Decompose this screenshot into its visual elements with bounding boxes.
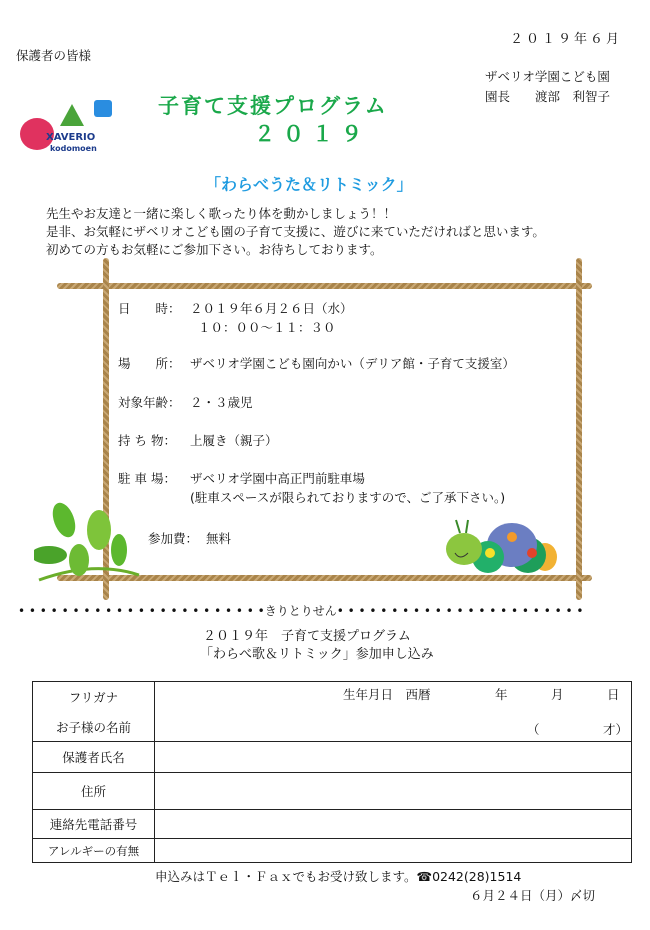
intro-line-3: 初めての方もお気軽にご参加下さい。お待ちしております。 — [46, 242, 383, 257]
page-title-year: ２０１９ — [254, 122, 370, 146]
address-label: 住所 — [33, 773, 155, 810]
phone-label: 連絡先電話番号 — [33, 810, 155, 839]
detail-fee-value: 無料 — [206, 531, 232, 546]
principal-name: 園長 渡部 利智子 — [485, 89, 611, 104]
issue-date: ２０１９年６月 — [509, 32, 622, 47]
age-open-paren: （ — [527, 722, 540, 737]
guardian-label: 保護者氏名 — [33, 742, 155, 773]
age-suffix: 才） — [603, 722, 629, 737]
detail-parking-value: ザベリオ学園中高正門前駐車場 — [190, 471, 365, 486]
org-name: ザベリオ学園こども園 — [485, 69, 610, 84]
logo-green-triangle — [60, 104, 84, 126]
page-title: 子育て支援プログラム — [158, 94, 388, 118]
phone-field[interactable] — [155, 810, 632, 839]
detail-age-label: 対象年齢： — [118, 395, 181, 410]
cut-line: • • • • • • • • • • • • • • • • • • • • • • •きりとりせん• • • • • • • • • • • • • • • • • • • • • • • — [18, 604, 584, 618]
detail-age-value: ２・３歳児 — [190, 395, 253, 410]
child-name-field[interactable] — [155, 682, 632, 742]
detail-items-label: 持 ち 物： — [118, 433, 176, 448]
allergy-label: アレルギーの有無 — [33, 839, 155, 863]
detail-date-value: ２０１９年６月２６日（水） — [190, 301, 353, 316]
addressee: 保護者の皆様 — [16, 48, 92, 63]
deadline: ６月２４日（月）〆切 — [470, 888, 596, 903]
detail-date-label: 日 時： — [118, 301, 181, 316]
detail-place-label: 場 所： — [118, 356, 181, 371]
detail-parking-label: 駐 車 場： — [118, 471, 176, 486]
allergy-field[interactable] — [155, 839, 632, 863]
child-name-label: お子様の名前 — [55, 719, 131, 735]
caterpillar-illustration — [440, 515, 560, 580]
guardian-field[interactable] — [155, 742, 632, 773]
program-subtitle: 「わらべうた＆リトミック」 — [205, 175, 413, 194]
form-title: ２０１９年 子育て支援プログラム — [203, 629, 411, 644]
detail-parking-note: (駐車スペースが限られておりますので、ご了承下さい。) — [190, 490, 506, 505]
intro-line-1: 先生やお友達と一緒に楽しく歌ったり体を動かしましょう！！ — [46, 206, 397, 221]
logo-blue-square — [94, 100, 112, 117]
leaf-branch-illustration — [34, 500, 144, 585]
month-label: 月 — [551, 687, 564, 702]
day-label: 日 — [607, 687, 620, 702]
detail-items-value: 上履き（親子） — [190, 433, 278, 448]
furigana-label: フリガナ — [68, 689, 119, 705]
detail-fee-label: 参加費： — [148, 531, 199, 546]
address-field[interactable] — [155, 773, 632, 810]
intro-line-2: 是非、お気軽にザベリオこども園の子育て支援に、遊びに来ていただければと思います。 — [46, 224, 545, 239]
application-form — [32, 681, 632, 863]
logo-text-xaverio: XAVERIO — [46, 132, 96, 143]
detail-time-value: １０：００～１１：３０ — [198, 320, 336, 335]
cut-line-label: きりとりせん — [264, 604, 337, 618]
form-subtitle: 「わらべ歌＆リトミック」参加申し込み — [200, 647, 434, 662]
detail-place-value: ザベリオ学園こども園向かい（デリア館・子育て支援室） — [190, 356, 515, 371]
contact-note: 申込みはＴｅｌ・Ｆａｘでもお受け致します。☎0242(28)1514 — [155, 869, 522, 884]
logo-text-kodomoen: kodomoen — [50, 144, 97, 153]
year-label: 年 — [495, 687, 508, 702]
birth-label: 生年月日 西暦 — [343, 687, 431, 702]
school-logo — [14, 100, 124, 160]
